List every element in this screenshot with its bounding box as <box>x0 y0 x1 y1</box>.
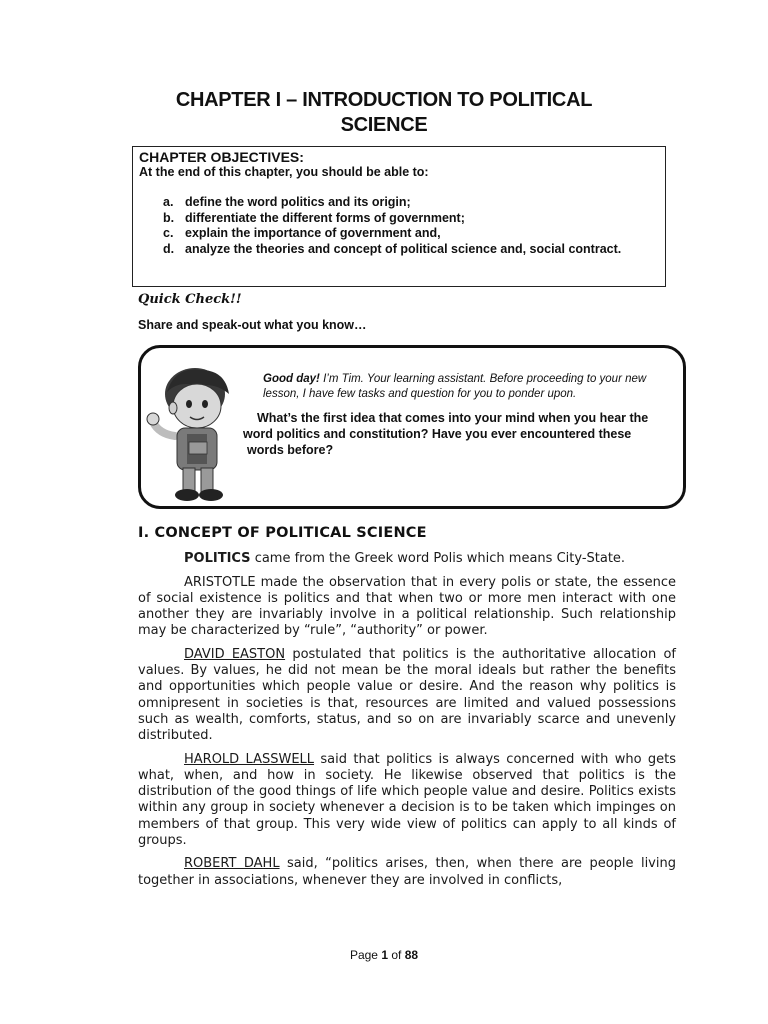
greeting-text: I’m Tim. Your learning assistant. Before proceeding to your new lesson, I have few tasks and question for you to ponder upon. <box>263 373 647 400</box>
chapter-objectives-box <box>132 146 666 287</box>
objective-item <box>139 195 661 211</box>
name-robert-dahl: ROBERT DAHL <box>184 856 280 872</box>
page-middle: of <box>388 948 405 962</box>
objective-item <box>139 242 661 258</box>
objective-letter: b. <box>163 210 175 225</box>
page-number <box>0 948 768 962</box>
page-prefix: Page <box>349 948 382 962</box>
objectives-list <box>139 195 661 257</box>
paragraph-aristotle <box>138 575 676 640</box>
assistant-greeting <box>263 372 663 402</box>
objective-item <box>139 226 661 242</box>
objective-item <box>139 211 661 227</box>
name-aristotle: ARISTOTLE <box>184 574 256 590</box>
paragraph-lasswell <box>138 752 676 849</box>
paragraph-text: said that politics is always concerned with who gets what, when, and how in society. He likewise observed that politics is the distribution of the good things of life which people value and desire. Politics exists within any group in society whenever a decision is to be taken which impinges on members of that group. This very wide view of politics can apply to all kinds of groups. <box>138 751 676 848</box>
name-harold-lasswell: HAROLD LASSWELL <box>184 751 315 767</box>
objective-letter: d. <box>163 241 175 256</box>
paragraph-dahl <box>138 856 676 888</box>
term-politics: POLITICS <box>184 551 251 566</box>
page-current: 1 <box>381 948 388 962</box>
paragraph-text: made the observation that in every polis or state, the essence of social existence is politics and that when two or more men interact with one another they are invariably involve in a political relationship. Such relationship may be characterized by “rule”, “authority” or power. <box>138 574 676 639</box>
greeting-bold: Good day! <box>263 373 320 385</box>
speech-bubble-box <box>138 345 686 509</box>
objective-text: analyze the theories and concept of political science and, social contract. <box>185 241 622 256</box>
objective-letter: c. <box>163 226 174 240</box>
paragraph-text: postulated that politics is the authoritative allocation of values. By values, he did not mean be the moral ideals but rather the benefits and opportunities which people value or desire. And the reason why politics is omnipresent in societies is that, resources are limited and valued possessions such as wealth, comforts, status, and so on are invariably scarce and unevenly distributed. <box>138 647 676 744</box>
paragraph-text: said, “politics arises, then, when there are people living together in associations, whenever they are involved in conflicts, <box>138 856 676 888</box>
objective-text: differentiate the different forms of government; <box>185 210 465 225</box>
page-total: 88 <box>404 948 419 962</box>
question-line: word politics and constitution? Have you ever encountered these <box>243 427 632 441</box>
chapter-title: CHAPTER I – INTRODUCTION TO POLITICAL SCIENCE <box>175 89 593 136</box>
objectives-heading: CHAPTER OBJECTIVES: <box>139 149 304 165</box>
paragraph-text: came from the Greek word Polis which means City-State. <box>250 551 626 566</box>
objectives-intro: At the end of this chapter, you should be able to: <box>139 165 429 179</box>
paragraph-politics <box>138 551 676 567</box>
paragraph-easton <box>138 647 676 744</box>
question-line: What’s the first idea that comes into your mind when you hear the <box>257 411 649 425</box>
objective-text: define the word politics and its origin; <box>185 195 411 209</box>
quick-check-title: Quick Check!! <box>138 292 242 307</box>
waving-boy-mascot-icon <box>145 364 253 504</box>
quick-check-subtitle: Share and speak-out what you know… <box>138 318 367 332</box>
assistant-question <box>243 410 683 458</box>
question-line: words before? <box>247 443 334 457</box>
name-david-easton: DAVID EASTON <box>184 647 286 663</box>
section-body <box>138 551 676 896</box>
section-heading: I. CONCEPT OF POLITICAL SCIENCE <box>138 525 427 541</box>
objective-text: explain the importance of government and, <box>185 226 441 240</box>
objective-letter: a. <box>163 195 174 209</box>
